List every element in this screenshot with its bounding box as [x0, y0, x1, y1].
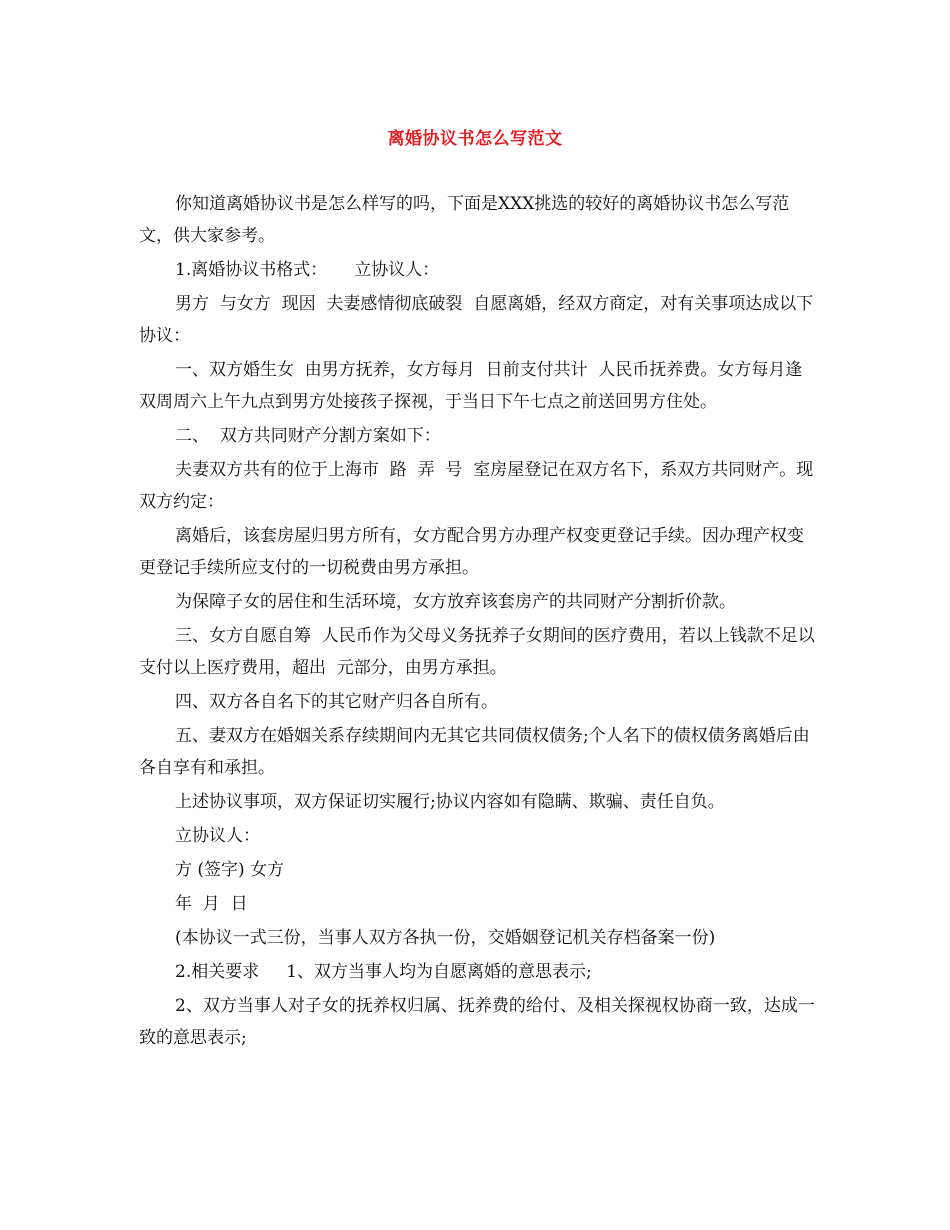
paragraph-clause-5: 五、妻双方在婚姻关系存续期间内无其它共同债权债务;个人名下的债权债务离婚后由各自享有和承担。 — [139, 726, 810, 778]
paragraph-clause-3: 三、女方自愿自筹 人民币作为父母义务抚养子女期间的医疗费用，若以上钱款不足以支付以上医疗费用，超出 元部分，由男方承担。 — [139, 626, 815, 678]
paragraph-guarantee: 上述协议事项，双方保证切实履行;协议内容如有隐瞒、欺骗、责任自负。 — [175, 792, 725, 812]
paragraph-signature-line: 方 (签字) 女方 — [175, 860, 285, 880]
paragraph-property: 夫妻双方共有的位于上海市 路 弄 号 室房屋登记在双方名下，系双方共同财产。现双方约定： — [139, 460, 814, 512]
paragraph-property-waiver: 为保障子女的居住和生活环境，女方放弃该套房产的共同财产分割折价款。 — [175, 592, 736, 612]
paragraph-intro: 你知道离婚协议书是怎么样写的吗，下面是XXX挑选的较好的离婚协议书怎么写范文，供大家参考。 — [139, 194, 790, 246]
document-body — [139, 188, 819, 1056]
paragraph-requirements-1: 2.相关要求 1、双方当事人均为自愿离婚的意思表示; — [175, 962, 592, 982]
paragraph-signatories: 立协议人： — [175, 826, 260, 846]
paragraph-format-heading: 1.离婚协议书格式： 立协议人： — [175, 260, 440, 280]
document-title: 离婚协议书怎么写范文 — [387, 129, 563, 149]
paragraph-clause-2-heading: 二、 双方共同财产分割方案如下： — [175, 426, 441, 446]
paragraph-copies-note: (本协议一式三份，当事人双方各执一份，交婚姻登记机关存档备案一份) — [175, 928, 716, 948]
paragraph-property-ownership: 离婚后，该套房屋归男方所有，女方配合男方办理产权变更登记手续。因办理产权变更登记手续所应支付的一切税费由男方承担。 — [139, 526, 804, 578]
paragraph-clause-4: 四、双方各自名下的其它财产归各自所有。 — [175, 692, 498, 712]
paragraph-clause-1: 一、双方婚生女 由男方抚养，女方每月 日前支付共计 人民币抚养费。女方每月逢双周周六上午九点到男方处接孩子探视，于当日下午七点之前送回男方住处。 — [139, 360, 803, 412]
paragraph-date-line: 年 月 日 — [175, 894, 248, 914]
paragraph-requirements-2: 2、双方当事人对子女的抚养权归属、抚养费的给付、及相关探视权协商一致，达成一致的意思表示; — [139, 996, 815, 1048]
paragraph-parties: 男方 与女方 现因 夫妻感情彻底破裂 自愿离婚，经双方商定，对有关事项达成以下协议： — [139, 294, 814, 346]
